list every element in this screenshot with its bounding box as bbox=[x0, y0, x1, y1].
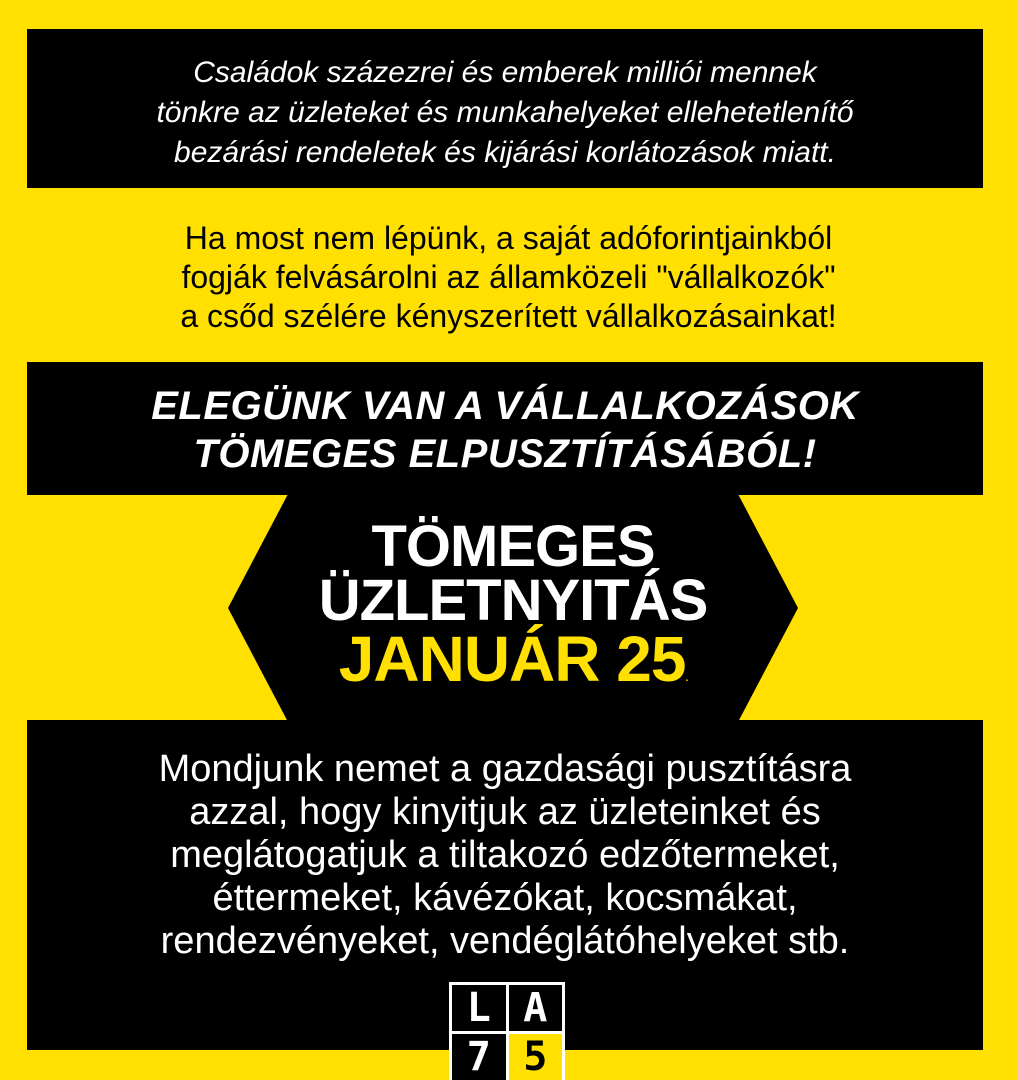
slogan-box bbox=[27, 362, 983, 495]
slogan-line-1: ELEGÜNK VAN A VÁLLALKOZÁSOK bbox=[151, 384, 859, 428]
intro-line-3: bezárási rendeletek és kijárási korlátozások miatt. bbox=[174, 136, 836, 169]
cta-line-4: éttermeket, kávézókat, kocsmákat, bbox=[212, 877, 798, 919]
logo-cell-l: L bbox=[452, 985, 506, 1031]
logo-cell-5: 5 bbox=[509, 1034, 563, 1080]
event-date-text: JANUÁR 25 bbox=[338, 623, 686, 695]
cta-line-1: Mondjunk nemet a gazdasági pusztításra bbox=[158, 748, 852, 790]
intro-line-1: Családok százezrei és emberek milliói mennek bbox=[193, 56, 817, 89]
warning-line-3: a csőd szélére kényszerített vállalkozásainkat! bbox=[180, 298, 837, 334]
intro-box bbox=[27, 29, 983, 188]
event-line-1: TÖMEGES bbox=[371, 514, 655, 579]
warning-line-2: fogják felvásárolni az államközeli "vállalkozók" bbox=[181, 259, 836, 295]
logo-cell-7: 7 bbox=[452, 1034, 506, 1080]
warning-text bbox=[0, 219, 1017, 336]
cta-line-5: rendezvényeket, vendéglátóhelyeket stb. bbox=[160, 920, 850, 962]
cta-line-3: meglátogatjuk a tiltakozó edzőtermeket, bbox=[170, 834, 840, 876]
la75-logo bbox=[449, 982, 565, 1080]
event-date-suffix: . bbox=[685, 673, 688, 684]
warning-line-1: Ha most nem lépünk, a saját adóforintjainkból bbox=[184, 220, 833, 256]
intro-line-2: tönkre az üzleteket és munkahelyeket ellehetetlenítő bbox=[156, 96, 854, 129]
event-date bbox=[228, 623, 798, 710]
event-line-2: ÜZLETNYITÁS bbox=[318, 568, 708, 633]
slogan-line-2: TÖMEGES ELPUSZTÍTÁSÁBÓL! bbox=[193, 432, 817, 476]
cta-line-2: azzal, hogy kinyitjuk az üzleteinket és bbox=[189, 791, 821, 833]
logo-cell-a: A bbox=[509, 985, 563, 1031]
event-headline bbox=[228, 514, 798, 710]
